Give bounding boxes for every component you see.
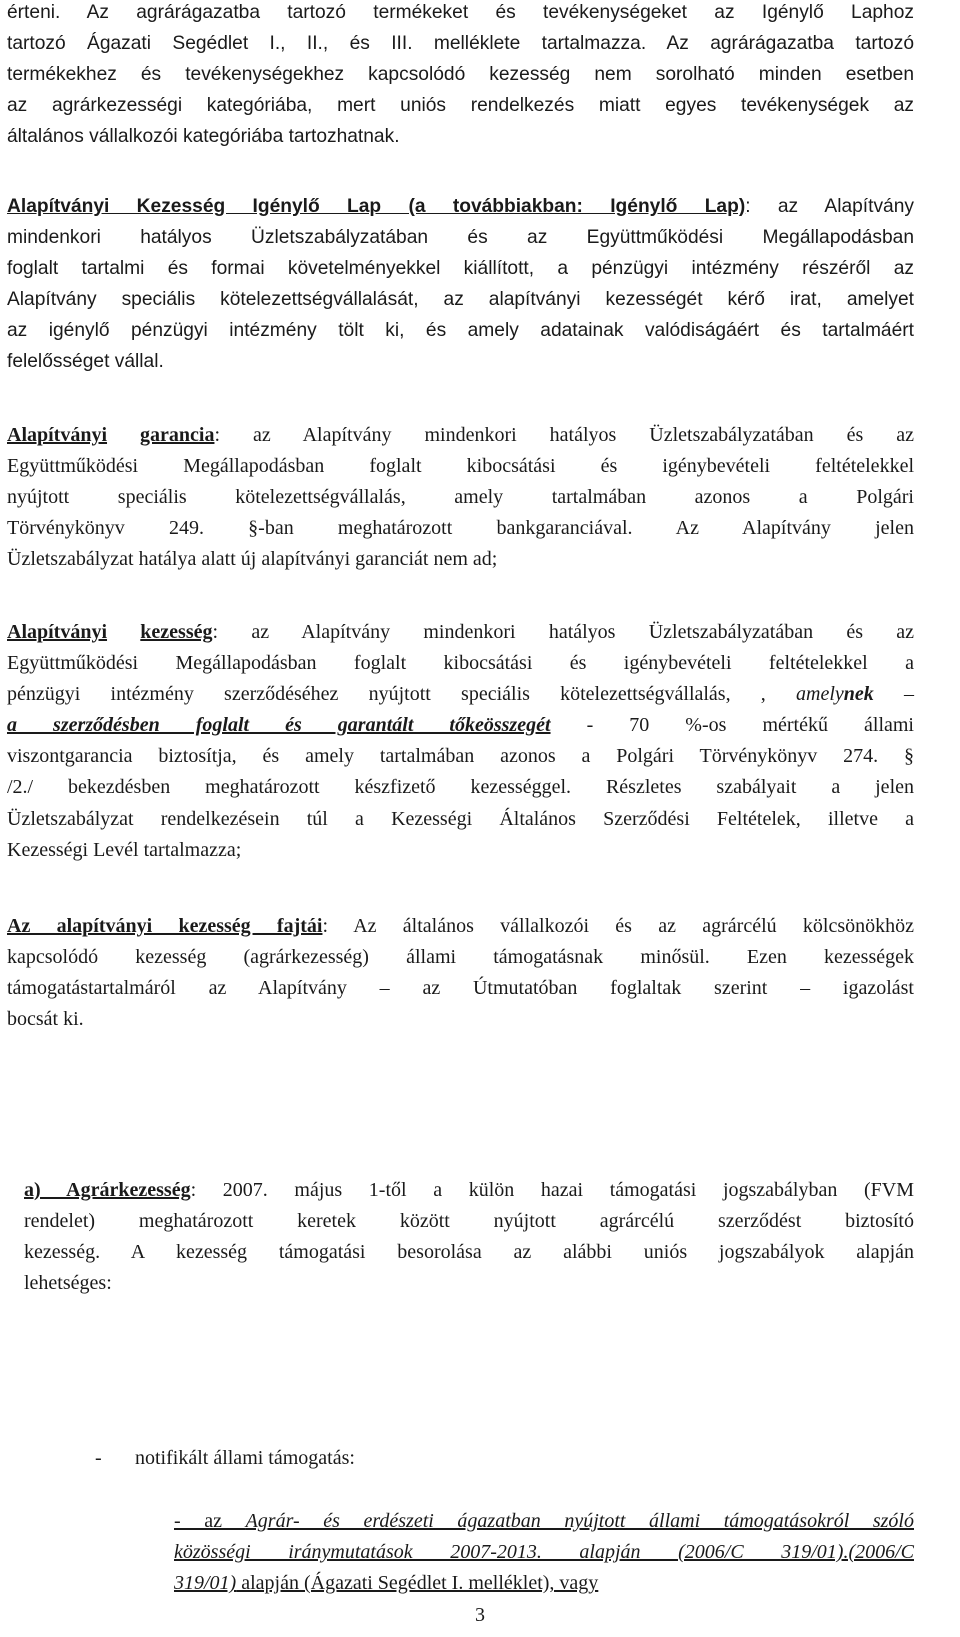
agrarkezesseg-term: a) Agrárkezesség xyxy=(24,1179,191,1201)
definition-line: bocsát ki. xyxy=(7,1008,84,1031)
intro-line: általános vállalkozói kategóriába tartozhatnak. xyxy=(7,126,400,148)
garancia-definition xyxy=(7,420,914,575)
bullet-text: notifikált állami támogatás: xyxy=(135,1447,355,1469)
sub-bullet-text: alapján (Ágazati Segédlet I. melléklet), vagy xyxy=(236,1572,599,1595)
kezesseg-term-a: Alapítványi xyxy=(7,621,108,643)
agrarkezesseg-section xyxy=(24,1175,914,1299)
sub-bullet-text: 319/01) xyxy=(174,1572,237,1595)
emphasis-text: a szerződésben foglalt és garantált tőkeösszegét xyxy=(7,714,551,737)
definition-text: : az Alapítvány mindenkori hatályos Üzletszabályzatában és az xyxy=(214,424,914,446)
definition-line: kapcsolódó kezesség (agrárkezesség) állami támogatásnak minősül. Ezen kezességek xyxy=(7,946,914,969)
intro-line: az agrárkezességi kategóriába, mert uniós rendelkezés miatt egyes tevékenységek az xyxy=(7,95,914,117)
definition-text: - 70 %-os mértékű állami xyxy=(550,714,914,737)
definition-text: : 2007. május 1-től a külön hazai támogatási jogszabályban (FVM xyxy=(190,1179,914,1201)
kezesseg-term-b: kezesség xyxy=(140,621,213,643)
definition-line: foglalt tartalmi és formai követelményekkel kiállított, a pénzügyi intézmény részéről az xyxy=(7,258,914,280)
bullet-item xyxy=(95,1443,355,1474)
garancia-term-b: garancia xyxy=(140,424,215,446)
definition-line: kezesség. A kezesség támogatási besorolása az alábbi uniós jogszabályok alapján xyxy=(24,1241,914,1264)
definition-line: mindenkori hatályos Üzletszabályzatában és az Együttműködési Megállapodásban xyxy=(7,227,914,249)
definition-text: : Az általános vállalkozói és az agrárcélú kölcsönökhöz xyxy=(322,915,915,937)
definition-line: nyújtott speciális kötelezettségvállalás, amely tartalmában azonos a Polgári xyxy=(7,486,914,509)
sub-bullet-prefix: - az xyxy=(174,1510,246,1532)
sub-bullet-item xyxy=(174,1506,914,1600)
bullet-dash: - xyxy=(95,1447,102,1469)
igenylo-lap-definition xyxy=(7,191,914,378)
dash-text: – xyxy=(873,683,915,706)
definition-line: Törvénykönyv 249. §-ban meghatározott bankgaranciával. Az Alapítvány jelen xyxy=(7,517,914,540)
garancia-term-a: Alapítványi xyxy=(7,424,108,446)
definition-line: /2./ bekezdésben meghatározott készfizető kezességgel. Részletes szabályait a jelen xyxy=(7,776,914,799)
definition-line: Együttműködési Megállapodásban foglalt kibocsátási és igénybevételi feltételekkel a xyxy=(7,652,914,675)
definition-line: támogatástartalmáról az Alapítvány – az Útmutatóban foglaltak szerint – igazolást xyxy=(7,977,914,1000)
sub-bullet-line: közösségi iránymutatások 2007-2013. alapján (2006/C 319/01).(2006/C xyxy=(174,1541,914,1564)
nek-text: nek xyxy=(843,683,874,706)
intro-line: termékekhez és tevékenységekhez kapcsolódó kezesség nem sorolható minden esetben xyxy=(7,64,914,86)
sub-bullet-text: Agrár- és erdészeti ágazatban nyújtott állami támogatásokról szóló xyxy=(245,1510,914,1532)
definition-line: Kezességi Levél tartalmazza; xyxy=(7,838,242,861)
definition-line: Alapítvány speciális kötelezettségvállalását, az alapítványi kezességét kérő irat, amelyet xyxy=(7,289,914,311)
definition-text: : az Alapítvány mindenkori hatályos Üzletszabályzatában és az xyxy=(212,621,914,643)
definition-line: viszontgarancia biztosítja, és amely tartalmában azonos a Polgári Törvénykönyv 274. § xyxy=(7,745,914,768)
fajtai-definition xyxy=(7,911,914,1035)
page-number: 3 xyxy=(475,1604,485,1626)
definition-line: Üzletszabályzat hatálya alatt új alapítványi garanciát nem ad; xyxy=(7,548,498,571)
igenylo-lap-term: Alapítványi Kezesség Igénylő Lap (a továbbiakban: Igénylő Lap) xyxy=(7,196,746,217)
definition-line: Üzletszabályzat rendelkezésein túl a Kezességi Általános Szerződési Feltételek, illetve a xyxy=(7,807,914,830)
definition-line: rendelet) meghatározott keretek között nyújtott agrárcélú szerződést biztosító xyxy=(24,1210,914,1233)
definition-text: pénzügyi intézmény szerződéséhez nyújtott speciális kötelezettségvállalás, , xyxy=(7,683,766,706)
intro-line: tartozó Ágazati Segédlet I., II., és III. melléklete tartalmazza. Az agrárágazatba tartozó xyxy=(7,33,914,55)
definition-text: : az Alapítvány xyxy=(745,196,914,217)
intro-line: érteni. Az agrárágazatba tartozó termékeket és tevékenységeket az Igénylő Laphoz xyxy=(7,2,914,23)
intro-paragraph xyxy=(7,0,914,152)
definition-line: az igénylő pénzügyi intézmény tölt ki, és amely adatainak valódiságáért és tartalmáért xyxy=(7,320,914,342)
definition-line: lehetséges: xyxy=(24,1272,112,1295)
fajtai-term: Az alapítványi kezesség fajtái xyxy=(7,915,323,937)
amely-text: amely xyxy=(796,683,844,706)
definition-line: Együttműködési Megállapodásban foglalt kibocsátási és igénybevételi feltételekkel xyxy=(7,455,914,478)
kezesseg-definition xyxy=(7,617,914,866)
definition-line: felelősséget vállal. xyxy=(7,351,164,373)
